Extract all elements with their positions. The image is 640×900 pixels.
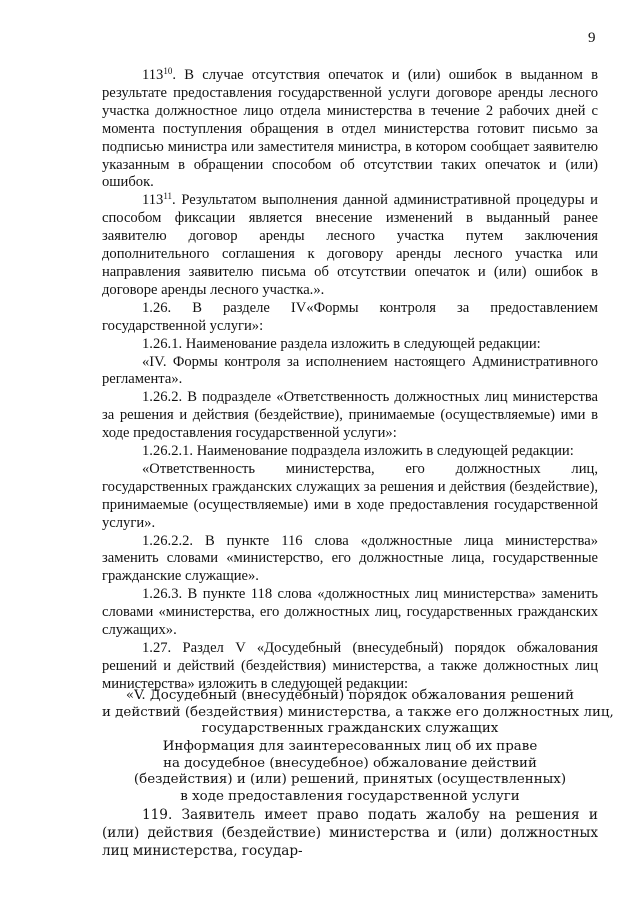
document-body [102,67,598,694]
heading-line: «V. Досудебный (внесудебный) порядок обжалования решений [125,688,575,703]
paragraph-1-26-2-2: 1.26.2.2. В пункте 116 слова «должностные лица министерства» заменить словами «министерство, его должностные лица, государственные гражданские служащие». [102,532,598,585]
paragraph-1-26-1: 1.26.1. Наименование раздела изложить в следующей редакции: [142,335,541,352]
info-heading [102,739,598,805]
final-section [102,806,598,860]
paragraph-113-11: $113^{11}$. Результатом выполнения данной административной процедуры и способом фиксации является внесение изменений в выданный ранее заявителю договор аренды лесного участка путем заключения дополнительного соглашения к договору аренды лесного участка или направления заявителю письма об отсутствии опечаток и (или) ошибок в договоре аренды лесного участка.». [102,191,598,298]
paragraph-1-26-2-1: 1.26.2.1. Наименование подраздела изложить в следующей редакции: [142,443,574,460]
heading-line: и действий (бездействия) министерства, а также его должностных лиц, [102,704,614,720]
heading-line: (бездействия) и (или) решений, принятых (осуществленных) [133,772,567,787]
paragraph-119: 119. Заявитель имеет право подать жалобу на решения и (или) действия (бездействие) министерства и (или) должностных лиц министерства, государ- [102,807,598,859]
paragraph-1-27: 1.27. Раздел V «Досудебный (внесудебный) порядок обжалования решений и действий (бездействия) министерства, а также должностных лиц министерства» изложить в следующей редакции: [102,640,598,692]
paragraph-1-26-2: 1.26.2. В подразделе «Ответственность должностных лиц министерства за решения и действия (бездействие), принимаемые (осуществляемые) ими в ходе предоставления государственной услуги»: [102,389,598,442]
paragraph-section-iv-title: «IV. Формы контроля за исполнением настоящего Административного регламента». [102,353,598,388]
page-number: 9 [588,30,596,46]
heading-line: в ходе предоставления государственной услуги [180,788,520,804]
paragraph-1-26-3: 1.26.3. В пункте 118 слова «должностных лиц министерства» заменить словами «министерства, его должностных лиц, государственных гражданских служащих». [102,586,598,639]
section-v-heading [102,688,614,738]
paragraph-1-26: 1.26. В разделе IV«Формы контроля за предоставлением государственной услуги»: [102,299,598,334]
paragraph-subsection-title: «Ответственность министерства, его должностных лиц, государственных гражданских служащих за решения и действия (бездействие), принимаемые (осуществляемые) ими в ходе предоставления государственной услуги». [102,460,598,531]
heading-line: Информация для заинтересованных лиц об их праве [162,739,538,754]
heading-line: государственных гражданских служащих [201,721,499,736]
paragraph-113-10: $113^{10}$. В случае отсутствия опечаток и (или) ошибок в выданном в результате предоставления государственной услуги договоре аренды лесного участка должностное лицо отдела министерства в течение 2 рабочих дней с момента поступления обращения в отдел министерства готовит письмо за подписью министра или заместителя министра, в котором сообщает заявителю указанным в обращении способом об отсутствии таких опечаток и (или) ошибок. [102,66,598,191]
heading-line: на досудебное (внесудебное) обжалование действий [163,755,537,771]
